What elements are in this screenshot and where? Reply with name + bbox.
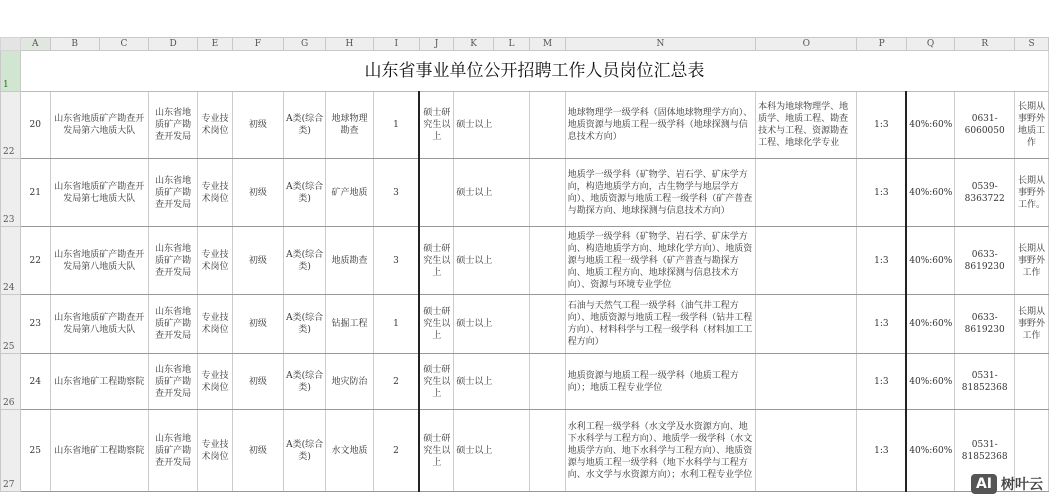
cell-education[interactable]: 硕士研究生以上 — [419, 92, 454, 159]
cell-weight[interactable]: 40%:60% — [906, 227, 955, 295]
cell-unit[interactable]: 山东省地质矿产勘查开发局第六地质大队 — [50, 92, 148, 159]
cell-degree[interactable]: 硕士以上 — [454, 159, 530, 227]
cell-major[interactable]: 地质学一级学科（矿物学、岩石学、矿床学方向，构造地质学方向，古生物学与地层学方向）、地质资源与地质工程一级学科（矿产普查与勘探方向、地球探测与信息技术方向） — [565, 159, 755, 227]
row-header[interactable]: 23 — [1, 159, 21, 227]
cell-post-name[interactable]: 地灾防治 — [326, 354, 373, 410]
cell-seq[interactable]: 20 — [20, 92, 50, 159]
cell-note[interactable]: 长期从事野外工作 — [1015, 227, 1049, 295]
cell-category[interactable]: A类(综合类) — [283, 354, 325, 410]
cell-weight[interactable]: 40%:60% — [906, 410, 955, 492]
cell-education[interactable] — [419, 159, 454, 227]
cell-ratio[interactable]: 1:3 — [857, 159, 906, 227]
cell-category[interactable]: A类(综合类) — [283, 92, 325, 159]
cell-count[interactable]: 2 — [373, 354, 419, 410]
cell-dept[interactable]: 山东省地质矿产勘查开发局 — [148, 295, 197, 354]
cell-level[interactable]: 初级 — [232, 92, 283, 159]
cell-dept[interactable]: 山东省地质矿产勘查开发局 — [148, 410, 197, 492]
table-row — [1, 159, 1049, 227]
cell-undergrad[interactable] — [756, 227, 857, 295]
cell-weight[interactable]: 40%:60% — [906, 159, 955, 227]
cell-undergrad[interactable] — [756, 410, 857, 492]
cell-phone[interactable]: 0531-81852368 — [955, 410, 1015, 492]
cell-post-name[interactable]: 钻掘工程 — [326, 295, 373, 354]
watermark-text: 树叶云 — [1001, 477, 1043, 493]
table-row — [1, 410, 1049, 492]
cell-post-type[interactable]: 专业技术岗位 — [198, 354, 233, 410]
cell-ratio[interactable]: 1:3 — [857, 354, 906, 410]
cell-post-name[interactable]: 地质勘查 — [326, 227, 373, 295]
column-header-C[interactable]: C — [99, 38, 148, 51]
cell-weight[interactable]: 40%:60% — [906, 354, 955, 410]
cell-ratio[interactable]: 1:3 — [857, 92, 906, 159]
cell-weight[interactable]: 40%:60% — [906, 295, 955, 354]
cell-major[interactable]: 地球物理学一级学科（固体地球物理学方向）、地质资源与地质工程一级学科（地球探测与信息技术方向） — [565, 92, 755, 159]
cell-empty[interactable] — [530, 227, 566, 295]
cell-major[interactable]: 地质资源与地质工程一级学科（地质工程方向）；地质工程专业学位 — [565, 354, 755, 410]
select-all-corner[interactable] — [1, 38, 21, 51]
cell-empty[interactable] — [530, 92, 566, 159]
column-header-B[interactable]: B — [50, 38, 99, 51]
cell-note[interactable]: 长期从事野外工作。 — [1015, 159, 1049, 227]
cell-major[interactable]: 水利工程一级学科（水文学及水资源方向、地下水科学与工程方向）、地质学一级学科（水文地质学方向、地下水科学与工程方向）、地质资源与地质工程一级学科（地下水科学与工程方向、水文学与水资源方向）；水利工程专业学位 — [565, 410, 755, 492]
column-header-K[interactable]: K — [454, 38, 493, 51]
cell-post-type[interactable]: 专业技术岗位 — [198, 410, 233, 492]
cell-count[interactable]: 3 — [373, 227, 419, 295]
table-row — [1, 354, 1049, 410]
column-header-S[interactable]: S — [1015, 38, 1049, 51]
cell-education[interactable]: 硕士研究生以上 — [419, 227, 454, 295]
cell-degree[interactable]: 硕士以上 — [454, 227, 530, 295]
row-header[interactable]: 22 — [1, 92, 21, 159]
cell-phone[interactable]: 0539-8363722 — [955, 159, 1015, 227]
cell-ratio[interactable]: 1:3 — [857, 295, 906, 354]
cell-degree[interactable]: 硕士以上 — [454, 354, 530, 410]
cell-weight[interactable]: 40%:60% — [906, 92, 955, 159]
cell-post-type[interactable]: 专业技术岗位 — [198, 295, 233, 354]
cell-count[interactable]: 1 — [373, 295, 419, 354]
row-header[interactable]: 27 — [1, 410, 21, 492]
cell-note[interactable]: 长期从事野外地质工作 — [1015, 92, 1049, 159]
cell-degree[interactable]: 硕士以上 — [454, 92, 530, 159]
row-header[interactable]: 25 — [1, 295, 21, 354]
cell-major[interactable]: 地质学一级学科（矿物学、岩石学、矿床学方向、构造地质学方向、地球化学方向）、地质资源与地质工程一级学科（矿产普查与勘探方向、地质工程方向、地球探测与信息技术方向）、资源与环境专业学位 — [565, 227, 755, 295]
table-row — [1, 92, 1049, 159]
column-header-P[interactable]: P — [857, 38, 906, 51]
column-header-H[interactable]: H — [326, 38, 373, 51]
cell-category[interactable]: A类(综合类) — [283, 410, 325, 492]
column-header-J[interactable]: J — [419, 38, 454, 51]
cell-post-name[interactable]: 水文地质 — [326, 410, 373, 492]
cell-level[interactable]: 初级 — [232, 354, 283, 410]
cell-empty[interactable] — [530, 410, 566, 492]
cell-level[interactable]: 初级 — [232, 227, 283, 295]
column-header-M[interactable]: M — [530, 38, 566, 51]
column-header-I[interactable]: I — [373, 38, 419, 51]
cell-phone[interactable]: 0531-81852368 — [955, 354, 1015, 410]
cell-level[interactable]: 初级 — [232, 159, 283, 227]
row-header[interactable]: 26 — [1, 354, 21, 410]
sheet-title[interactable]: 山东省事业单位公开招聘工作人员岗位汇总表 — [20, 51, 1048, 92]
column-header-D[interactable]: D — [148, 38, 197, 51]
cell-empty[interactable] — [530, 295, 566, 354]
cell-seq[interactable]: 25 — [20, 410, 50, 492]
column-header-N[interactable]: N — [565, 38, 755, 51]
cell-post-name[interactable]: 地球物理勘查 — [326, 92, 373, 159]
watermark — [971, 474, 1043, 494]
column-header-E[interactable]: E — [198, 38, 233, 51]
column-header-O[interactable]: O — [756, 38, 857, 51]
column-header-A[interactable]: A — [20, 38, 50, 51]
cell-count[interactable]: 3 — [373, 159, 419, 227]
cell-unit[interactable]: 山东省地矿工程勘察院 — [50, 410, 148, 492]
column-header-R[interactable]: R — [955, 38, 1015, 51]
table-row — [1, 295, 1049, 354]
cell-count[interactable]: 1 — [373, 92, 419, 159]
column-header-G[interactable]: G — [283, 38, 325, 51]
cell-education[interactable]: 硕士研究生以上 — [419, 354, 454, 410]
cell-note[interactable] — [1015, 354, 1049, 410]
cell-category[interactable]: A类(综合类) — [283, 295, 325, 354]
cell-post-type[interactable]: 专业技术岗位 — [198, 159, 233, 227]
cell-unit[interactable]: 山东省地质矿产勘查开发局第七地质大队 — [50, 159, 148, 227]
cell-undergrad[interactable] — [756, 354, 857, 410]
cell-undergrad[interactable]: 本科为地球物理学、地质学、地质工程、勘查技术与工程、资源勘查工程、地球化学专业 — [756, 92, 857, 159]
cell-unit[interactable]: 山东省地质矿产勘查开发局第八地质大队 — [50, 295, 148, 354]
cell-dept[interactable]: 山东省地质矿产勘查开发局 — [148, 92, 197, 159]
spreadsheet-grid — [0, 37, 1049, 492]
cell-post-type[interactable]: 专业技术岗位 — [198, 227, 233, 295]
cell-dept[interactable]: 山东省地质矿产勘查开发局 — [148, 159, 197, 227]
cell-category[interactable]: A类(综合类) — [283, 227, 325, 295]
cell-seq[interactable]: 21 — [20, 159, 50, 227]
cell-seq[interactable]: 23 — [20, 295, 50, 354]
cell-education[interactable]: 硕士研究生以上 — [419, 295, 454, 354]
cell-degree[interactable]: 硕士以上 — [454, 295, 530, 354]
cell-seq[interactable]: 22 — [20, 227, 50, 295]
cell-dept[interactable]: 山东省地质矿产勘查开发局 — [148, 354, 197, 410]
cell-undergrad[interactable] — [756, 295, 857, 354]
cell-unit[interactable]: 山东省地矿工程勘察院 — [50, 354, 148, 410]
cell-seq[interactable]: 24 — [20, 354, 50, 410]
cell-level[interactable]: 初级 — [232, 410, 283, 492]
cell-post-name[interactable]: 矿产地质 — [326, 159, 373, 227]
cell-phone[interactable]: 0633-8619230 — [955, 295, 1015, 354]
cell-major[interactable]: 石油与天然气工程一级学科（油气井工程方向）、地质资源与地质工程一级学科（钻井工程方向）、材料科学与工程一级学科（材料加工工程方向） — [565, 295, 755, 354]
cell-ratio[interactable]: 1:3 — [857, 410, 906, 492]
cell-undergrad[interactable] — [756, 159, 857, 227]
cell-note[interactable]: 长期从事野外工作 — [1015, 295, 1049, 354]
row-header[interactable]: 24 — [1, 227, 21, 295]
cell-empty[interactable] — [530, 159, 566, 227]
cell-count[interactable]: 2 — [373, 410, 419, 492]
watermark-logo-icon: AI — [971, 474, 997, 494]
cell-level[interactable]: 初级 — [232, 295, 283, 354]
cell-degree[interactable]: 硕士以上 — [454, 410, 530, 492]
cell-unit[interactable]: 山东省地质矿产勘查开发局第八地质大队 — [50, 227, 148, 295]
cell-empty[interactable] — [530, 354, 566, 410]
cell-dept[interactable]: 山东省地质矿产勘查开发局 — [148, 227, 197, 295]
row-header[interactable]: 1 — [1, 51, 21, 92]
column-header-F[interactable]: F — [232, 38, 283, 51]
column-header-L[interactable]: L — [493, 38, 529, 51]
cell-ratio[interactable]: 1:3 — [857, 227, 906, 295]
cell-post-type[interactable]: 专业技术岗位 — [198, 92, 233, 159]
cell-phone[interactable]: 0631-6060050 — [955, 92, 1015, 159]
cell-education[interactable]: 硕士研究生以上 — [419, 410, 454, 492]
column-header-Q[interactable]: Q — [906, 38, 955, 51]
cell-category[interactable]: A类(综合类) — [283, 159, 325, 227]
table-row — [1, 227, 1049, 295]
cell-phone[interactable]: 0633-8619230 — [955, 227, 1015, 295]
